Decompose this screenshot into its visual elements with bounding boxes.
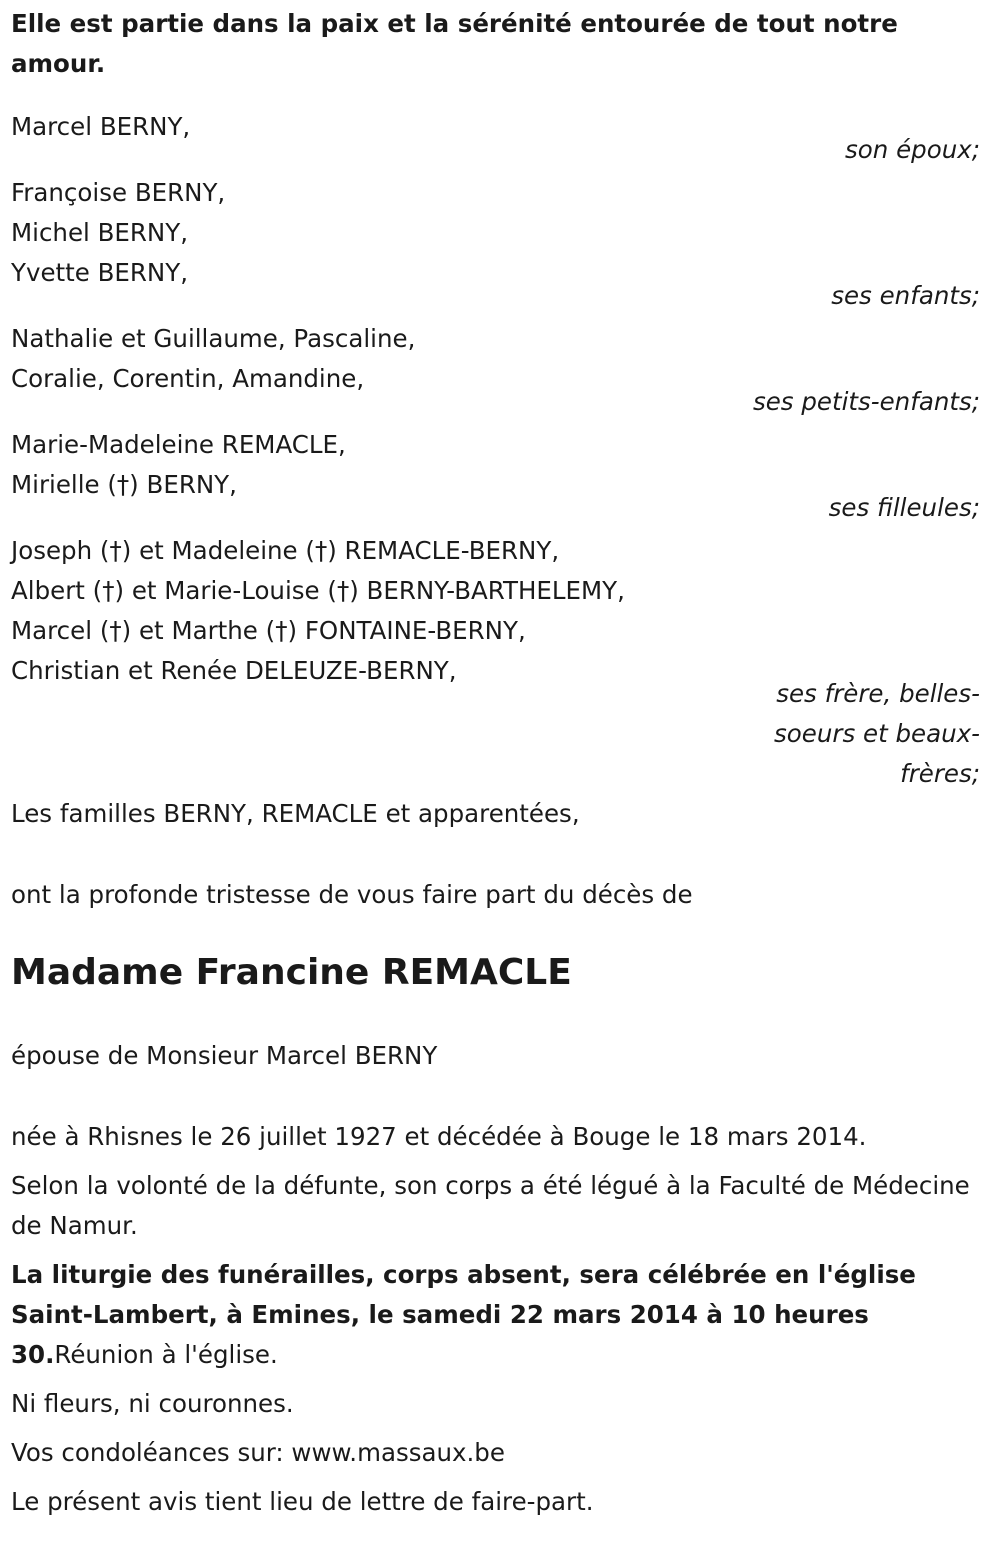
families-line: Les familles BERNY, REMACLE et apparentées, [11,799,580,828]
relation-label: ses frère, belles-soeurs et beaux-frères; [774,679,980,788]
family-name: Coralie, Corentin, Amandine, [11,364,365,393]
relation-label: ses enfants; [831,281,980,310]
birth-death-line: née à Rhisnes le 26 juillet 1927 et décédée à Bouge le 18 mars 2014. [11,1122,867,1151]
family-name: Marie-Madeleine REMACLE, [11,430,346,459]
relation-label: son époux; [845,135,980,164]
liturgy-details: La liturgie des funérailles, corps absent, sera célébrée en l'église Saint-Lambert, à Emines, le samedi 22 mars 2014 à 10 heures 30. [11,1260,916,1369]
relation-label: ses petits-enfants; [752,387,980,416]
deceased-name: Madame Francine REMACLE [11,952,572,993]
family-group-goddaughters [11,425,980,528]
body-donation-text: Selon la volonté de la défunte, son corps a été légué à la Faculté de Médecine de Namur. [11,1171,970,1240]
family-group-grandchildren [11,319,980,422]
family-name: Mirielle (†) BERNY, [11,470,237,499]
family-name: Marcel BERNY, [11,112,191,141]
family-group-children [11,173,980,316]
family-name: Joseph (†) et Madeleine (†) REMACLE-BERNY, [11,536,560,565]
liturgy-paragraph [11,1255,980,1375]
family-name: Marcel (†) et Marthe (†) FONTAINE-BERNY, [11,616,526,645]
closing-text: Le présent avis tient lieu de lettre de faire-part. [11,1487,594,1516]
family-name: Nathalie et Guillaume, Pascaline, [11,324,416,353]
spouse-line: épouse de Monsieur Marcel BERNY [11,1041,438,1070]
family-name: Christian et Renée DELEUZE-BERNY, [11,656,457,685]
family-name: Albert (†) et Marie-Louise (†) BERNY-BARTHELEMY, [11,576,625,605]
family-group-spouse [11,107,980,170]
liturgy-meeting: Réunion à l'église. [54,1340,278,1369]
family-name: Michel BERNY, [11,218,189,247]
announcement-text: ont la profonde tristesse de vous faire part du décès de [11,880,693,909]
condolences-text: Vos condoléances sur: www.massaux.be [11,1438,505,1467]
lead-text: Elle est partie dans la paix et la sérénité entourée de tout notre amour. [11,9,898,78]
family-name: Yvette BERNY, [11,258,189,287]
family-group-siblings [11,531,980,794]
relation-label: ses filleules; [828,493,980,522]
no-flowers-text: Ni fleurs, ni couronnes. [11,1389,294,1418]
family-name: Françoise BERNY, [11,178,226,207]
